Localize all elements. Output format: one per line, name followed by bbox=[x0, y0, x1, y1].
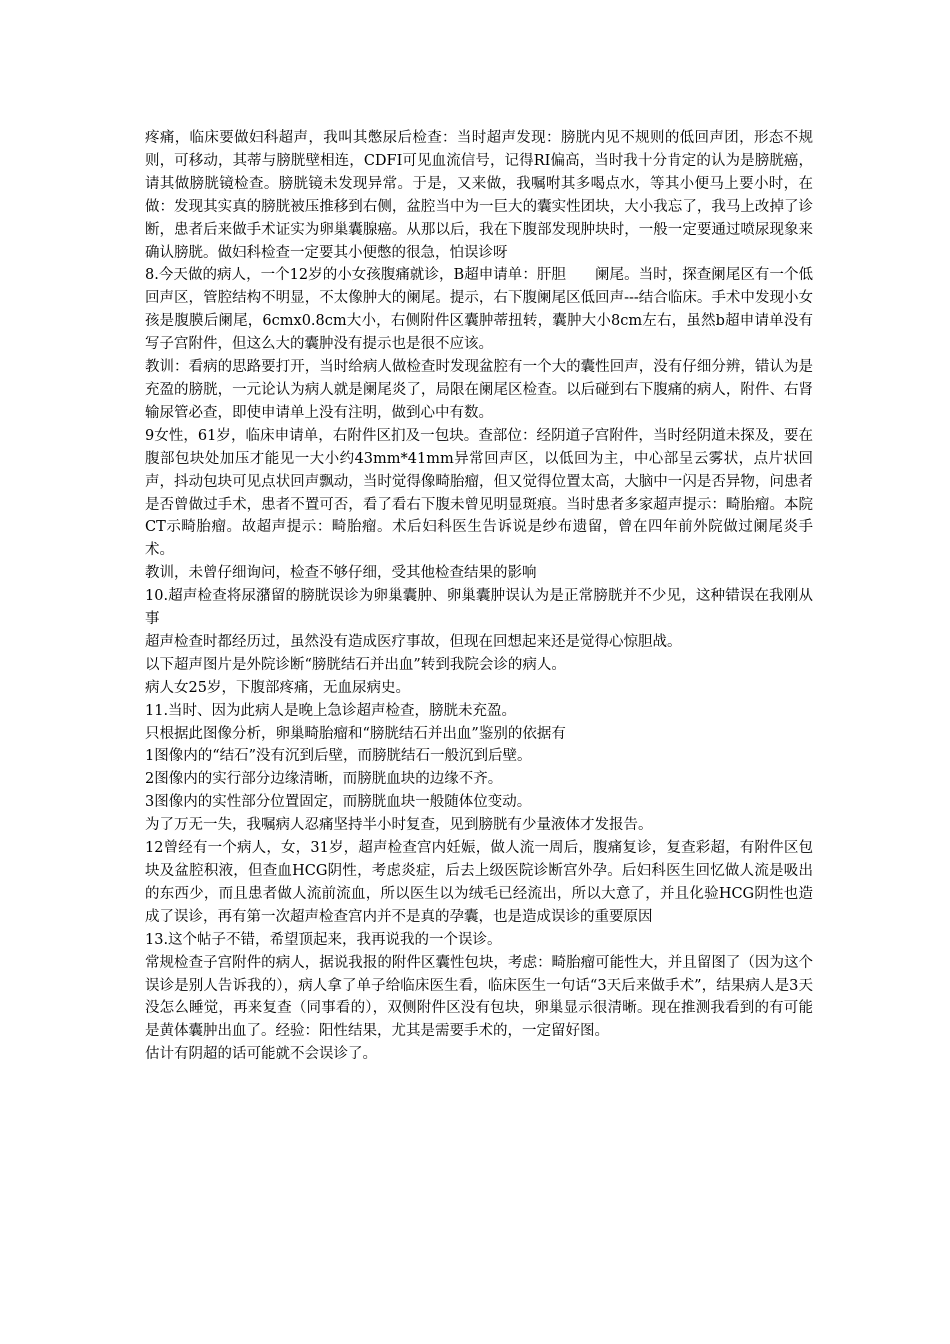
paragraph-closing-remark: 估计有阴超的话可能就不会误诊了。 bbox=[145, 1046, 377, 1063]
paragraph-point-3: 3图像内的实性部分位置固定，而膀胱血块一般随体位变动。 bbox=[145, 794, 532, 811]
paragraph-case-12: 12曾经有一个病人，女，31岁，超声检查宫内妊娠，做人流一周后，腹痛复诊，复查彩超，有附件区包块及盆腔积液，但查血HCG阴性，考虑炎症，后去上级医院诊断宫外孕。后妇科医生回忆做人流是吸出的东西少，而且患者做人流前流血，所以医生以为绒毛已经流出，所以大意了，并且化验HCG阴性也造成了误诊，再有第一次超声检查宫内并不是真的孕囊，也是造成误诊的重要原因 bbox=[145, 840, 813, 925]
paragraph-case-10: 10.超声检查将尿潴留的膀胱误诊为卵巢囊肿、卵巢囊肿误认为是正常膀胱并不少见，这种错误在我刚从事 bbox=[145, 588, 813, 628]
paragraph-differential-basis: 只根据此图像分析，卵巢畸胎瘤和“膀胱结石并出血”鉴别的依据有 bbox=[145, 725, 566, 742]
paragraph-case-11: 11.当时、因为此病人是晚上急诊超声检查，膀胱未充盈。 bbox=[145, 702, 517, 719]
paragraph-case-13-detail: 常规检查子宫附件的病人，据说我报的附件区囊性包块，考虑：畸胎瘤可能性大，并且留图了（因为这个误诊是别人告诉我的），病人拿了单子给临床医生看，临床医生一句话“3天后来做手术”，结果病人是3天没怎么睡觉，再来复查（同事看的），双侧附件区没有包块，卵巢显示很清晰。现在推测我看到的有可能是黄体囊肿出血了。经验：阳性结果，尤其是需要手术的，一定留好图。 bbox=[145, 954, 813, 1040]
paragraph-point-2: 2图像内的实行部分边缘清晰，而膀胱血块的边缘不齐。 bbox=[145, 771, 503, 788]
paragraph-referral-note: 以下超声图片是外院诊断“膀胱结石并出血”转到我院会诊的病人。 bbox=[145, 656, 566, 673]
paragraph-point-1: 1图像内的“结石”没有沉到后壁，而膀胱结石一般沉到后壁。 bbox=[145, 748, 532, 765]
paragraph-case-9-lesson: 教训，未曾仔细询问，检查不够仔细，受其他检查结果的影响 bbox=[145, 565, 537, 582]
paragraph-recheck-note: 为了万无一失，我嘱病人忍痛坚持半小时复查，见到膀胱有少量液体才发报告。 bbox=[145, 817, 653, 834]
paragraph-case-8-lesson: 教训：看病的思路要打开，当时给病人做检查时发现盆腔有一个大的囊性回声，没有仔细分辨，错认为是充盈的膀胱，一元论认为病人就是阑尾炎了，局限在阑尾区检查。以后碰到右下腹痛的病人，附件、右肾 输尿管必查，即使申请单上没有注明，做到心中有数。 bbox=[145, 359, 813, 421]
document-body bbox=[145, 127, 813, 1066]
paragraph-bladder-cancer-case-continued: 疼痛，临床要做妇科超声，我叫其憋尿后检查：当时超声发现：膀胱内见不规则的低回声团，形态不规则，可移动，其蒂与膀胱壁相连，CDFI可见血流信号，记得RI偏高，当时我十分肯定的认为是膀胱癌，请其做膀胱镜检查。膀胱镜未发现异常。于是，又来做，我嘱咐其多喝点水，等其小便马上要小时，在做：发现其实真的膀胱被压推移到右侧，盆腔当中为一巨大的囊实性团块，大小我忘了，我马上改掉了诊断，患者后来做手术证实为卵巢囊腺癌。从那以后，我在下腹部发现肿块时，一般一定要通过喷尿现象来确认膀胱。做妇科检查一定要其小便憋的很急，怕误诊呀 bbox=[145, 130, 813, 261]
paragraph-case-10-continued: 超声检查时都经历过，虽然没有造成医疗事故，但现在回想起来还是觉得心惊胆战。 bbox=[145, 633, 682, 650]
paragraph-case-13: 13.这个帖子不错，希望顶起来，我再说我的一个误诊。 bbox=[145, 931, 502, 948]
paragraph-case-9: 9女性，61岁，临床申请单，右附件区扪及一包块。查部位：经阴道子宫附件，当时经阴道未探及，要在腹部包块处加压才能见一大小约43mm*41mm异常回声区，以低回为主，中心部呈云雾状，点片状回声，抖动包块可见点状回声飘动，当时觉得像畸胎瘤，但又觉得位置太高，大脑中一闪是否异物，问患者是否曾做过手术，患者不置可否，看了看右下腹未曾见明显斑痕。当时患者多家超声提示：畸胎瘤。本院CT示畸胎瘤。故超声提示：畸胎瘤。术后妇科医生告诉说是纱布遗留，曾在四年前外院做过阑尾炎手术。 bbox=[145, 427, 813, 559]
paragraph-patient-info: 病人女25岁，下腹部疼痛，无血尿病史。 bbox=[145, 679, 410, 696]
paragraph-case-8: 8.今天做的病人，一个12岁的小女孩腹痛就诊，B超申请单：肝胆 阑尾。当时，探查阑尾区有一个低回声区，管腔结构不明显，不太像肿大的阑尾。提示，右下腹阑尾区低回声---结合临床。手术中发现小女孩是腹膜后阑尾，6cmx0.8cm大小，右侧附件区囊肿蒂扭转，囊肿大小8cm左右，虽然b超申请单没有写子宫附件，但这么大的囊肿没有提示也是很不应该。 bbox=[145, 267, 813, 353]
